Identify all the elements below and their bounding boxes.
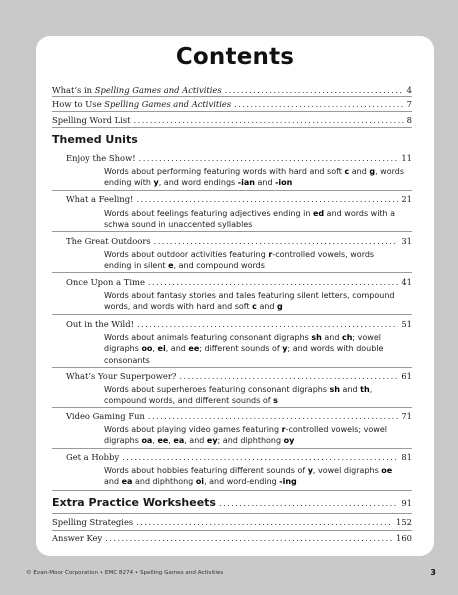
description-text-run: and: [254, 178, 276, 188]
description-bold-run: th: [360, 385, 370, 394]
divider: [52, 490, 412, 491]
toc-page-number: 160: [396, 533, 412, 543]
toc-label: Answer Key: [52, 533, 103, 543]
unit-description: [104, 208, 404, 231]
description-bold-run: oe: [381, 466, 393, 475]
toc-page-number: 21: [401, 194, 412, 204]
toc-label: Video Gaming Fun: [66, 411, 145, 421]
toc-row-unit[interactable]: [66, 318, 412, 331]
toc-row-unit[interactable]: [66, 370, 412, 383]
description-text-run: , vowel digraphs: [312, 466, 382, 475]
unit-description: [104, 384, 404, 407]
leader-dots: [234, 98, 403, 111]
description-text-run: Words about hobbies featuring different sounds of: [104, 466, 308, 475]
toc-label: Enjoy the Show!: [66, 153, 136, 163]
description-text-run: -controlled vowels; vowel digraphs: [104, 425, 387, 446]
leader-dots: [136, 193, 398, 206]
leader-dots: [148, 276, 398, 289]
description-bold-run: s: [273, 396, 278, 406]
description-text-run: and: [349, 167, 370, 176]
description-bold-run: oo: [141, 344, 153, 354]
description-bold-run: ei: [157, 344, 166, 354]
toc-label: What a Feeling!: [66, 194, 134, 204]
description-text-run: ; and words with double consonants: [104, 344, 384, 365]
description-bold-run: ed: [312, 209, 325, 218]
description-text-run: and: [340, 385, 361, 394]
divider: [52, 448, 412, 449]
toc-row-spelling-strategies[interactable]: [52, 516, 412, 529]
description-bold-run: ey: [206, 436, 218, 446]
leader-dots: [179, 370, 398, 383]
description-text-run: ; vowel digraphs: [104, 333, 381, 354]
leader-dots: [122, 451, 398, 464]
description-text-run: and: [321, 333, 342, 342]
description-text-run: ,: [152, 436, 158, 446]
page-title: Contents: [175, 44, 295, 70]
divider: [52, 231, 412, 232]
description-text-run: Words about playing video games featuring: [104, 425, 282, 434]
unit-description: [104, 465, 404, 488]
toc-label: Extra Practice Worksheets: [52, 496, 216, 509]
leader-dots: [154, 235, 399, 248]
section-heading-themed-units: Themed Units: [52, 133, 138, 146]
description-text-run: , and: [165, 344, 189, 354]
description-text-run: and: [104, 477, 122, 487]
toc-label: Once Upon a Time: [66, 277, 145, 287]
description-text-run: and: [256, 302, 278, 312]
description-text-run: , and: [184, 436, 207, 446]
toc-page-number: 81: [401, 452, 412, 462]
toc-page-number: 71: [401, 411, 412, 421]
description-text-run: , words ending with: [104, 167, 404, 188]
divider: [52, 314, 412, 315]
toc-page-number: 91: [401, 498, 412, 508]
toc-label: The Great Outdoors: [66, 236, 151, 246]
toc-label-italic: Spelling Games and Activities: [94, 85, 222, 95]
description-bold-run: sh: [311, 333, 322, 342]
description-text-run: , and word endings: [158, 178, 238, 188]
description-text-run: , and word-ending: [204, 477, 280, 487]
description-bold-run: y: [282, 344, 288, 354]
description-text-run: Words about fantasy stories and tales featuring silent letters, compound words, and words with hard and soft: [104, 291, 395, 312]
toc-row-answer-key[interactable]: [52, 532, 412, 545]
leader-dots: [137, 318, 398, 331]
description-bold-run: r: [268, 250, 273, 259]
toc-row-extra-practice[interactable]: [52, 495, 412, 511]
description-bold-run: -ion: [275, 178, 293, 188]
description-text-run: ,: [152, 344, 158, 354]
toc-page-number: 51: [401, 319, 412, 329]
toc-page-number: 31: [401, 236, 412, 246]
leader-dots: [219, 495, 398, 511]
description-bold-run: ee: [188, 344, 200, 354]
description-text-run: Words about animals featuring consonant digraphs: [104, 333, 312, 342]
toc-label: Spelling Word List: [52, 115, 131, 125]
toc-page-number: 8: [406, 115, 412, 125]
description-bold-run: oy: [283, 436, 295, 446]
toc-page-number: 7: [406, 99, 412, 109]
toc-label: What’s in: [52, 85, 95, 95]
toc-row-spelling-word-list[interactable]: [52, 114, 412, 127]
toc-page-number: 11: [401, 153, 412, 163]
description-bold-run: g: [369, 167, 376, 176]
toc-label: What’s Your Superpower?: [66, 371, 177, 381]
page-footer: [26, 568, 436, 580]
unit-description: [104, 424, 404, 447]
description-text-run: Words about superheroes featuring consonant digraphs: [104, 385, 330, 394]
divider: [52, 190, 412, 191]
description-text-run: and words with a schwa sound in unaccented syllables: [104, 209, 396, 230]
description-bold-run: y: [153, 178, 159, 188]
description-bold-run: sh: [329, 385, 341, 394]
leader-dots: [136, 516, 393, 529]
description-bold-run: -ing: [279, 477, 297, 487]
toc-row-how-to-use[interactable]: [52, 98, 412, 111]
unit-description: [104, 166, 404, 189]
toc-label: Get a Hobby: [66, 452, 120, 462]
description-text-run: Words about outdoor activities featuring: [104, 250, 269, 259]
description-bold-run: y: [307, 466, 313, 475]
description-bold-run: c: [344, 167, 350, 176]
leader-dots: [134, 114, 404, 127]
divider: [52, 530, 412, 531]
toc-page-number: 41: [401, 277, 412, 287]
description-bold-run: c: [252, 302, 257, 312]
divider: [52, 513, 412, 514]
toc-row-unit[interactable]: [66, 451, 412, 464]
toc-label: Out in the Wild!: [66, 319, 134, 329]
description-text-run: , and compound words: [173, 261, 265, 271]
description-bold-run: ch: [341, 333, 353, 342]
description-bold-run: r: [281, 425, 286, 434]
description-bold-run: g: [277, 302, 283, 312]
toc-row-unit[interactable]: [66, 276, 412, 289]
toc-row-unit[interactable]: [66, 193, 412, 206]
toc-page-number: 4: [406, 85, 412, 95]
divider: [52, 111, 412, 112]
unit-description: [104, 249, 404, 272]
description-bold-run: ee: [157, 436, 169, 446]
description-text-run: -controlled vowels, words ending in silent: [104, 250, 375, 271]
toc-page-number: 152: [396, 517, 412, 527]
description-text-run: , compound words, and different sounds of: [104, 385, 373, 406]
divider: [52, 96, 412, 97]
toc-row-unit[interactable]: [66, 410, 412, 423]
description-bold-run: -ian: [237, 178, 255, 188]
divider: [52, 127, 412, 128]
description-text-run: ,: [168, 436, 174, 446]
leader-dots: [105, 532, 393, 545]
description-bold-run: oa: [141, 436, 153, 446]
description-text-run: and diphthong: [132, 477, 196, 487]
footer-copyright: © Evan-Moor Corporation • EMC 8274 • Spelling Games and Activities: [26, 570, 224, 576]
description-bold-run: e: [168, 261, 174, 271]
description-bold-run: oi: [195, 477, 205, 487]
divider: [52, 407, 412, 408]
divider: [52, 367, 412, 368]
description-bold-run: ea: [173, 436, 185, 446]
description-text-run: Words about performing featuring words with hard and soft: [104, 167, 345, 176]
description-text-run: Words about feelings featuring adjectives ending in: [104, 209, 313, 218]
unit-description: [104, 290, 404, 313]
description-bold-run: ea: [121, 477, 133, 487]
toc-label: Spelling Strategies: [52, 517, 134, 527]
divider: [52, 272, 412, 273]
description-text-run: ; different sounds of: [199, 344, 283, 354]
toc-row-unit[interactable]: [66, 152, 412, 165]
toc-row-unit[interactable]: [66, 235, 412, 248]
description-text-run: ; and diphthong: [217, 436, 284, 446]
leader-dots: [148, 410, 398, 423]
toc-label: How to Use: [52, 99, 105, 109]
toc-label-italic: Spelling Games and Activities: [104, 99, 232, 109]
leader-dots: [139, 152, 399, 165]
toc-page-number: 61: [401, 371, 412, 381]
unit-description: [104, 332, 404, 366]
page-number: 3: [430, 568, 436, 577]
